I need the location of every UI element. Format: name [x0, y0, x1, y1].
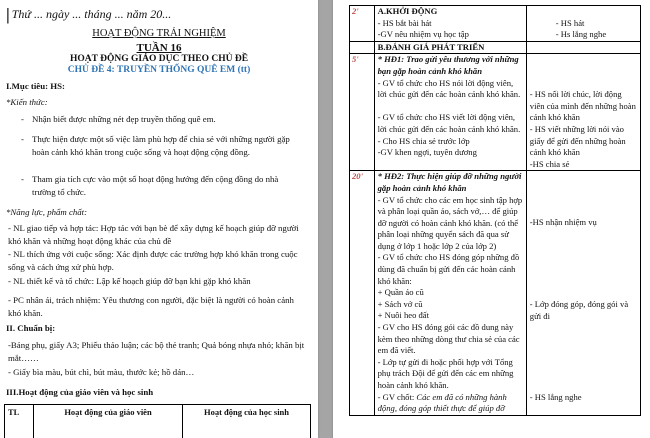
- date-line: [6, 5, 171, 25]
- student-line: - Lớp đóng góp, đóng gói và gửi đi: [529, 298, 629, 321]
- topic-title: CHỦ ĐỀ 4: TRUYỀN THỐNG QUÊ EM (tt): [67, 65, 251, 75]
- knowledge-item: - Nhận biết được những nét đẹp truyền thống quê em.: [21, 114, 216, 124]
- teacher-line: - GV tổ chức cho HS đóng góp những đồ dùng đã chuẩn bị gửi đến các hoàn cảnh khó khăn:: [377, 252, 520, 286]
- teacher-line: + Sách vở cũ: [377, 298, 423, 309]
- date-bar: |: [6, 5, 10, 24]
- week-title: TUẦN 16: [136, 42, 182, 54]
- objectives-heading: I.Mục tiêu: HS:: [6, 81, 65, 91]
- activities-heading: III.Hoạt động của giáo viên và học sinh: [6, 387, 154, 397]
- activity2-heading: * HĐ2: Thực hiện giúp đỡ những người gặp hoàn cảnh khó khăn: [377, 171, 522, 193]
- date-text: Thứ ... ngày ... tháng ... năm 20...: [11, 7, 172, 21]
- activity1-heading: * HĐ1: Trao gửi yêu thương với những bạn gặp hoàn cảnh khó khăn: [377, 54, 519, 76]
- preparation-item: -Bảng phụ, giấy A3; Phiếu thảo luận; các bộ thẻ tranh; Quả bóng nhựa nhỏ; khăn bịt mắt……: [8, 340, 305, 363]
- student-cell: [526, 171, 640, 415]
- student-cell: [526, 54, 640, 171]
- table-row: [350, 171, 641, 415]
- teacher-line: - GV chốt: Các em đã có những hành động, đóng góp thiết thực để giúp đỡ: [377, 391, 507, 414]
- competence-item: - PC nhân ái, trách nhiệm: Yêu thương con người, đặc biệt là người có hoàn cảnh khó khăn.: [8, 295, 294, 318]
- activities-table-header: [4, 404, 311, 438]
- time-cell: 5': [350, 54, 375, 171]
- preparation-item: - Giấy bìa màu, bút chì, bút màu, thước kẻ; hồ dán…: [8, 367, 195, 377]
- header-teacher: Hoạt động của giáo viên: [34, 405, 183, 438]
- student-line: - HS viết những lời nói vào giấy để gửi đến những hoàn cảnh khó khăn: [529, 123, 626, 158]
- table-row: [350, 41, 641, 54]
- subject-title: HOẠT ĐỘNG TRẢI NGHIỆM: [92, 28, 226, 39]
- teacher-line: - HS bắt bài hát: [377, 17, 432, 28]
- right-page: [333, 0, 650, 438]
- time-cell: 2': [350, 6, 375, 42]
- header-student: Hoạt động của học sinh: [183, 405, 311, 438]
- knowledge-item: - Tham gia tích cực vào một số hoạt động hướng đến cộng đồng do nhà trường tổ chức.: [21, 174, 279, 197]
- student-line: -HS nhận nhiệm vụ: [529, 217, 597, 228]
- preparation-heading: II. Chuẩn bị:: [6, 323, 56, 333]
- warmup-heading: A.KHỞI ĐỘNG: [377, 6, 438, 16]
- time-cell: 20': [350, 171, 375, 415]
- student-line: - Hs lắng nghe: [555, 29, 607, 40]
- knowledge-item: - Thực hiện được một số việc làm phù hợp để chia sẻ với những người gặp hoàn cảnh khó khăn trong cuộc sống và hoạt động cộng đồng.: [21, 134, 290, 157]
- teacher-line: -GV khen ngợi, tuyên dương: [377, 147, 477, 158]
- header-tl: TL: [5, 405, 34, 438]
- teacher-line: - GV cho HS đóng gói các đồ dung này kèm theo những dòng thư chia sẻ của các em đã viết.: [377, 322, 520, 356]
- teacher-line: - GV tổ chức cho HS viết lời động viên, lời chúc gửi đến các hoàn cảnh khó khăn.: [377, 112, 521, 134]
- activity-title: HOẠT ĐỘNG GIÁO DỤC THEO CHỦ ĐỀ: [69, 54, 249, 64]
- teacher-line: - Cho HS chia sẻ trước lớp: [377, 135, 470, 146]
- competence-item: - NL giao tiếp và hợp tác: Hợp tác với bạn bè để xây dựng kế hoạch giúp đỡ người khó khăn và những hoạt động khác của chủ đề: [8, 223, 299, 246]
- student-line: -HS chia sẻ: [529, 158, 570, 169]
- competence-item: - NL thiết kế và tổ chức: Lập kế hoạch giúp đỡ bạn khi gặp khó khăn: [8, 276, 251, 286]
- lesson-table: [349, 5, 641, 416]
- teacher-line: -GV nêu nhiệm vụ học tập: [377, 29, 469, 40]
- student-line: - HS hát: [555, 17, 585, 28]
- student-line: - HS lắng nghe: [529, 392, 582, 403]
- teacher-line: - Lớp tự gửi đi hoặc phối hợp với Tổng phụ trách Đội để gửi đến các em những hoàn cảnh khó khăn.: [377, 356, 514, 390]
- teacher-line: + Nuôi heo đất: [377, 310, 430, 321]
- table-row: [350, 54, 641, 171]
- teacher-line: - GV tổ chức cho các em học sinh tập hợp và phân loại quần áo, sách vở,… để giúp đỡ người có hoàn cảnh khó khăn. (có thể phân loại những quyển sách đã qua sử dụng ở lớp 1 hoặc lớp 2 của lớp 2): [377, 194, 523, 251]
- teacher-line: + Quần áo cũ: [377, 287, 424, 298]
- left-page: [0, 0, 318, 438]
- teacher-cell: [374, 6, 526, 42]
- teacher-cell: [374, 171, 526, 415]
- knowledge-label: *Kiến thức:: [6, 97, 48, 107]
- teacher-cell: [374, 54, 526, 171]
- competence-item: - NL thích ứng với cuộc sống: Xác định được các trường hợp khó khăn trong cuộc sống và cách ứng xử phù hợp.: [8, 249, 298, 272]
- section-heading: B.ĐÁNH GIÁ PHÁT TRIỂN: [374, 41, 526, 54]
- table-row: [350, 6, 641, 42]
- student-cell: [526, 6, 640, 42]
- teacher-line: - GV tổ chức cho HS nói lời động viên, lời chúc gửi đến các hoàn cảnh khó khăn.: [377, 77, 521, 100]
- student-line: - HS nối lời chúc, lời động viên của mình đến những hoàn cảnh khó khăn: [529, 89, 636, 123]
- competence-label: *Năng lực, phẩm chất:: [6, 207, 88, 217]
